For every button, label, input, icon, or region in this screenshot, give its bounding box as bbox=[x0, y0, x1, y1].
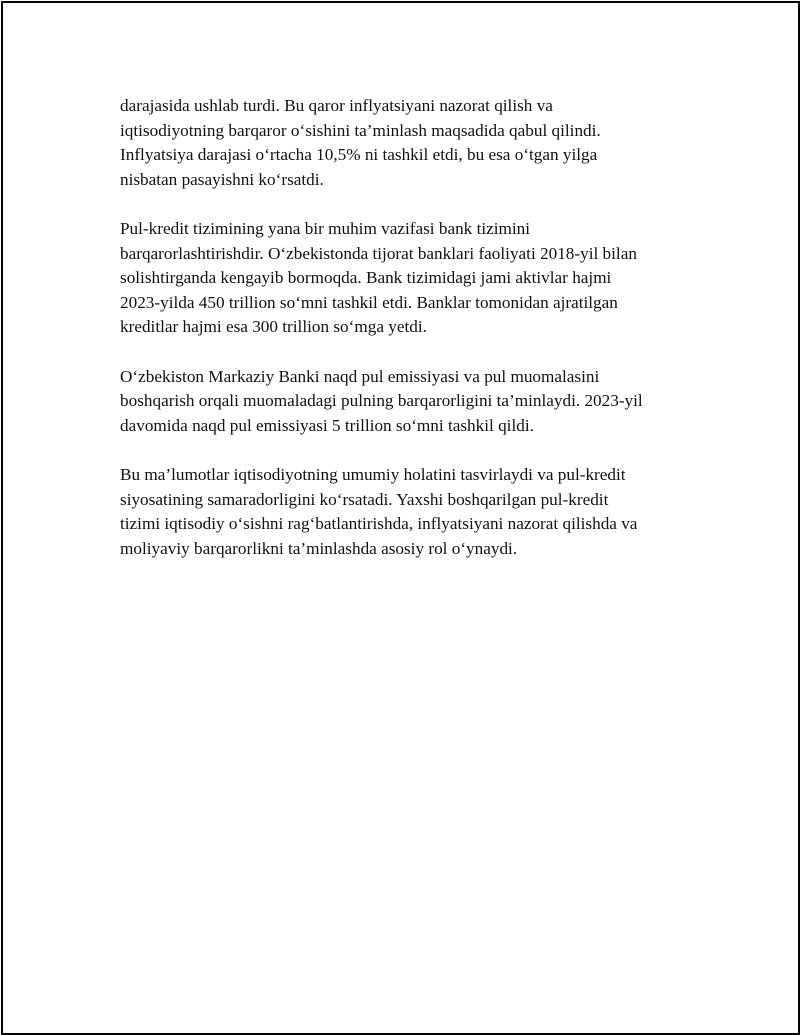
paragraph-inflation bbox=[120, 94, 700, 192]
text-line: tizimi iqtisodiy o‘sishni rag‘batlantirishda, inflyatsiyani nazorat qilishda va bbox=[120, 514, 638, 534]
text-line: barqarorlashtirishdir. O‘zbekistonda tijorat banklari faoliyati 2018-yil bilan bbox=[120, 243, 637, 263]
text-line: Pul-kredit tizimining yana bir muhim vazifasi bank tizimini bbox=[120, 218, 531, 238]
paragraph-banking-system bbox=[120, 217, 700, 340]
text-line: 2023-yilda 450 trillion so‘mni tashkil etdi. Banklar tomonidan ajratilgan bbox=[120, 292, 618, 312]
text-line: iqtisodiyotning barqaror o‘sishini ta’minlash maqsadida qabul qilindi. bbox=[120, 120, 601, 140]
paragraph-conclusion bbox=[120, 463, 700, 561]
text-line: Bu ma’lumotlar iqtisodiyotning umumiy holatini tasvirlaydi va pul-kredit bbox=[120, 464, 626, 484]
text-line: moliyaviy barqarorlikni ta’minlashda asosiy rol o‘ynaydi. bbox=[120, 538, 518, 558]
page-frame bbox=[1, 1, 800, 1035]
text-line: nisbatan pasayishni ko‘rsatdi. bbox=[120, 169, 324, 189]
text-line: darajasida ushlab turdi. Bu qaror inflyatsiyani nazorat qilish va bbox=[120, 96, 553, 115]
text-line: davomida naqd pul emissiyasi 5 trillion so‘mni tashkil qildi. bbox=[120, 415, 534, 435]
text-line: solishtirganda kengayib bormoqda. Bank tizimidagi jami aktivlar hajmi bbox=[120, 268, 612, 288]
paragraph-cash-emission bbox=[120, 365, 700, 439]
text-line: boshqarish orqali muomaladagi pulning barqarorligini ta’minlaydi. 2023-yil bbox=[120, 391, 643, 411]
text-line: siyosatining samaradorligini ko‘rsatadi. Yaxshi boshqarilgan pul-kredit bbox=[120, 489, 609, 509]
text-line: Inflyatsiya darajasi o‘rtacha 10,5% ni tashkil etdi, bu esa o‘tgan yilga bbox=[120, 145, 598, 165]
document-body bbox=[120, 94, 700, 586]
text-line: kreditlar hajmi esa 300 trillion so‘mga yetdi. bbox=[120, 317, 427, 337]
text-line: O‘zbekiston Markaziy Banki naqd pul emissiyasi va pul muomalasini bbox=[120, 366, 600, 386]
